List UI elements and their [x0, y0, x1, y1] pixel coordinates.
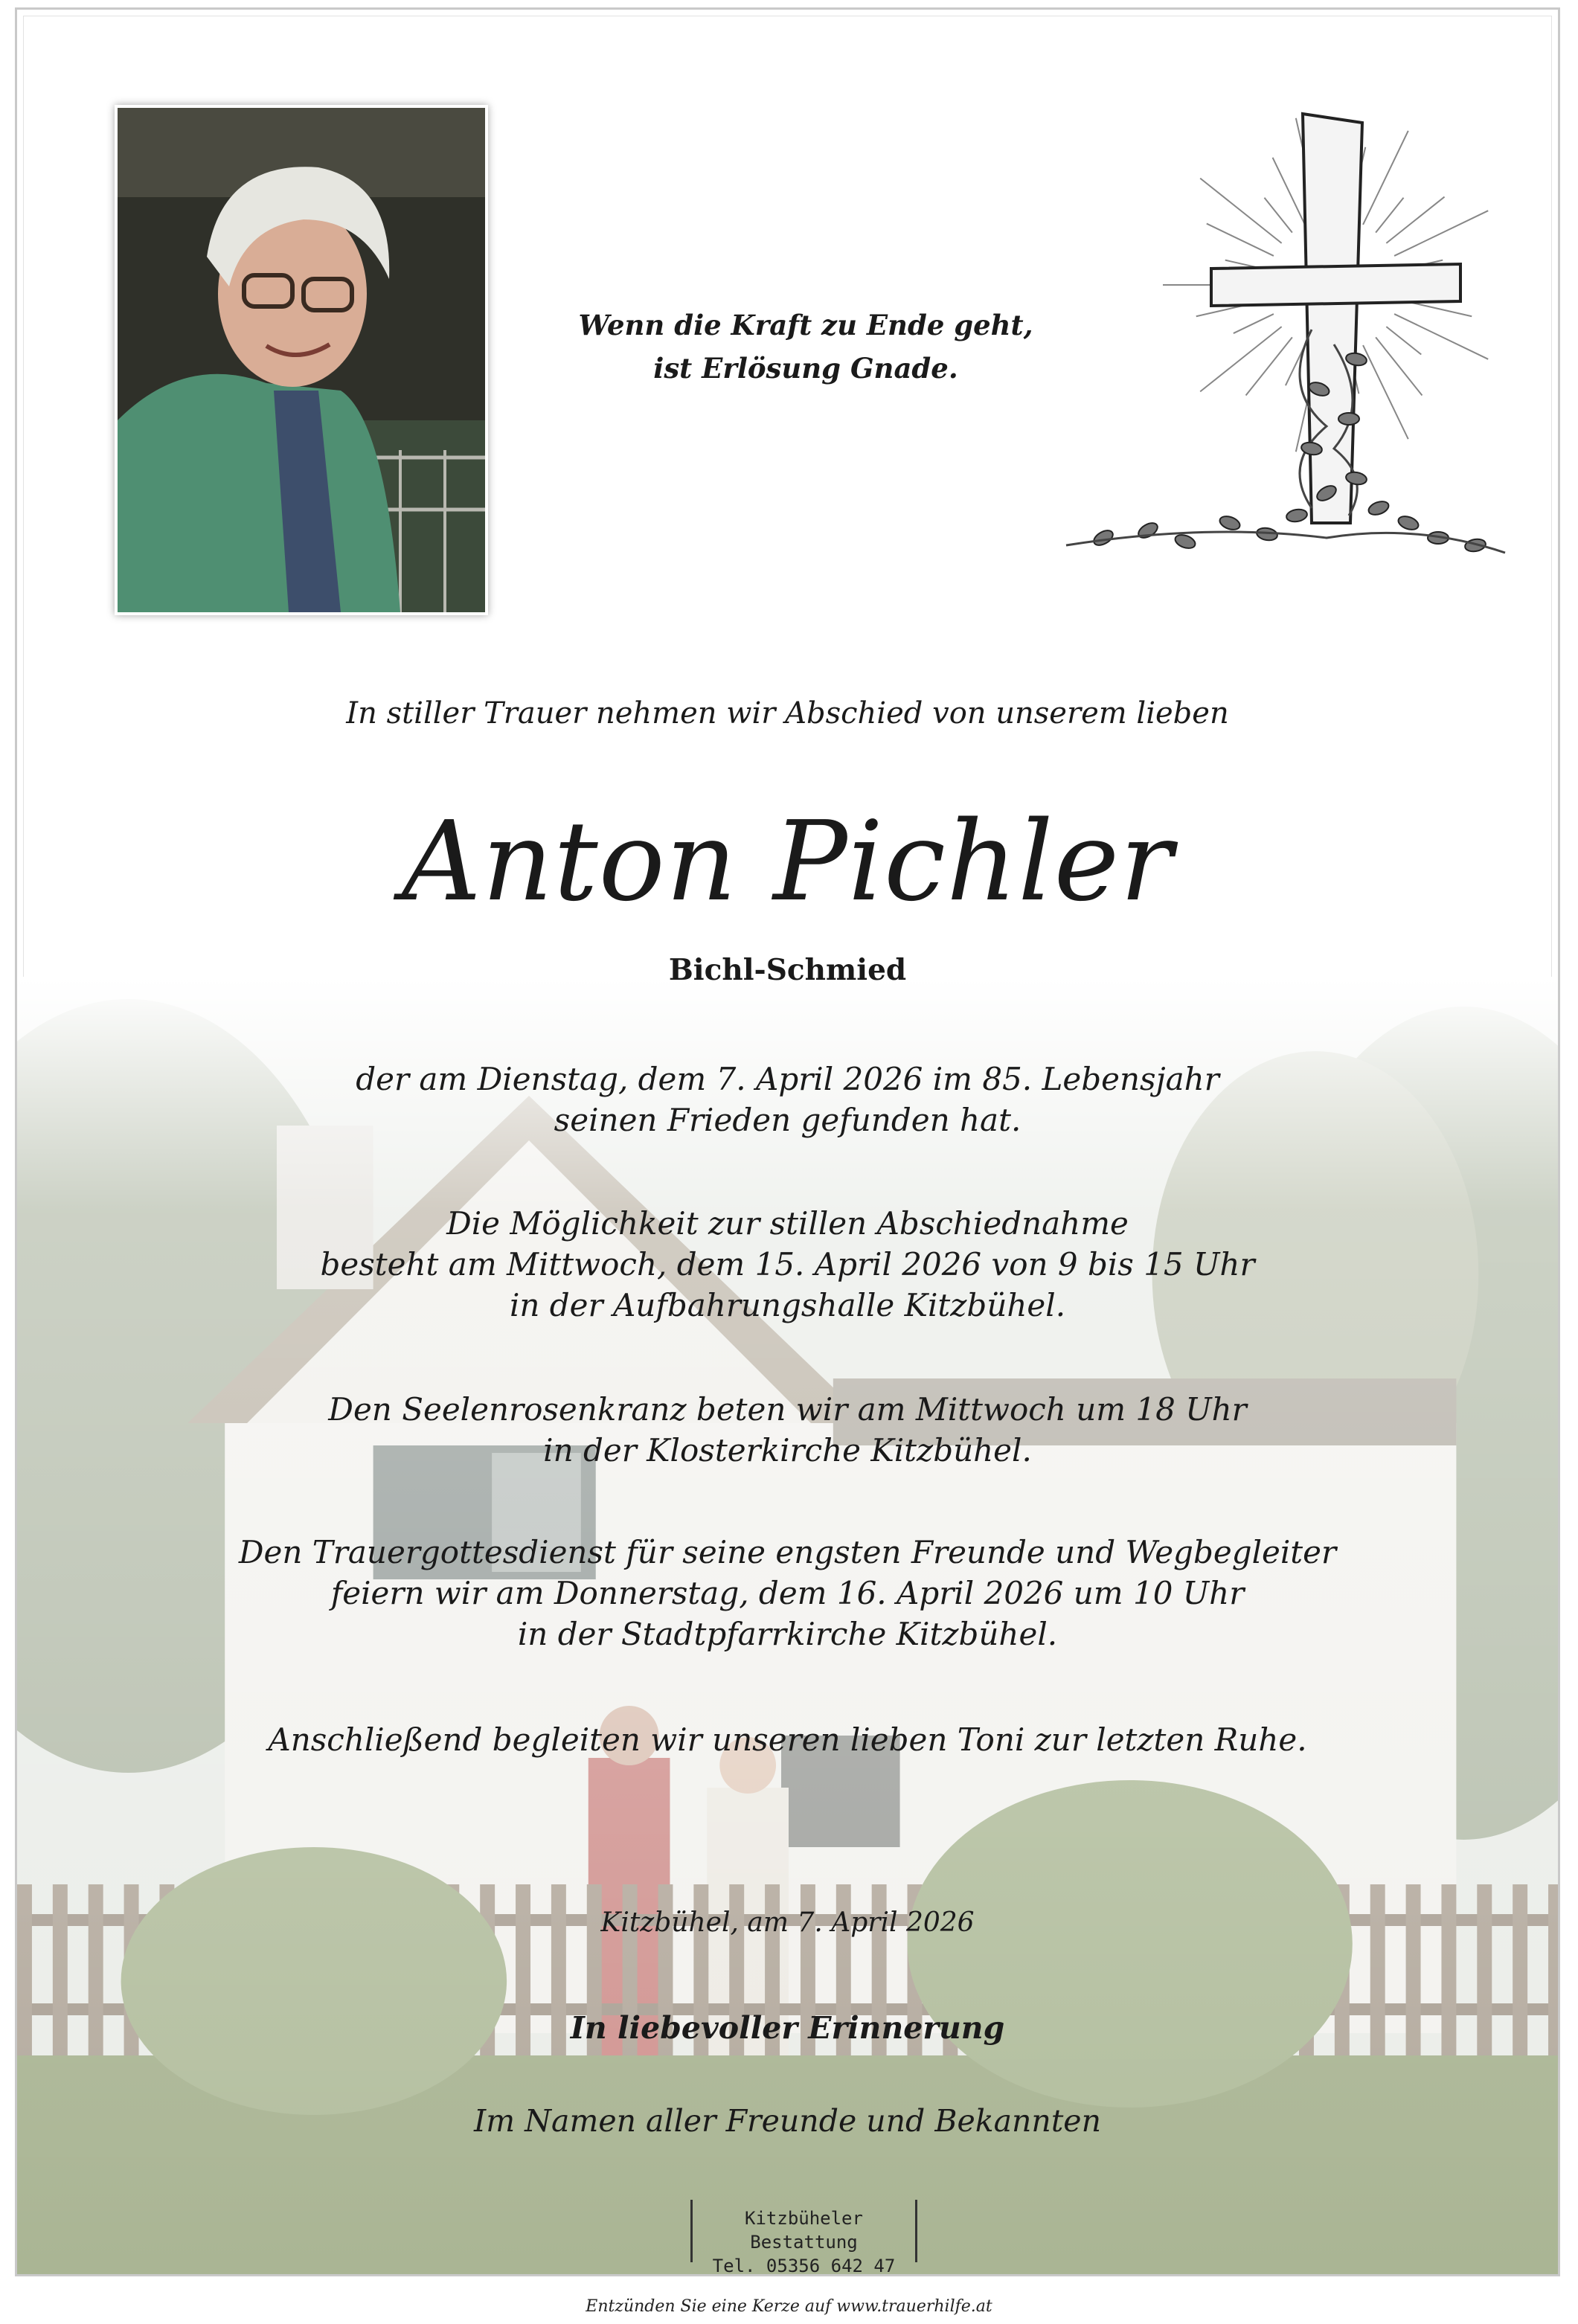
- paragraph-line: seinen Frieden gefunden hat.: [554, 1102, 1021, 1138]
- logo-phone: Tel. 05356 642 47: [712, 2256, 896, 2276]
- remembrance-line: In liebevoller Erinnerung: [570, 2010, 1005, 2046]
- paragraph-line: Den Seelenrosenkranz beten wir am Mittwoch um 18 Uhr: [328, 1391, 1247, 1428]
- intro-text: In stiller Trauer nehmen wir Abschied von unserem lieben: [346, 696, 1229, 731]
- portrait-photo: [115, 105, 488, 615]
- cross-illustration: [1059, 106, 1527, 620]
- paragraph-line: in der Aufbahrungshalle Kitzbühel.: [509, 1287, 1066, 1323]
- footer-candle-link[interactable]: Entzünden Sie eine Kerze auf www.trauerhilfe.at: [586, 2297, 992, 2316]
- paragraph-line: in der Stadtpfarrkirche Kitzbühel.: [517, 1616, 1058, 1652]
- paragraph-line: Die Möglichkeit zur stillen Abschiednahme: [446, 1205, 1129, 1242]
- place-date: Kitzbühel, am 7. April 2026: [600, 1907, 975, 1938]
- signature-line: Im Namen aller Freunde und Bekannten: [474, 2103, 1101, 2139]
- paragraph-service: [17, 1532, 1558, 1654]
- paragraph-line: der am Dienstag, dem 7. April 2026 im 85. Lebensjahr: [356, 1061, 1219, 1097]
- paragraph-burial: [17, 1719, 1558, 1760]
- quote-line-1: Wenn die Kraft zu Ende geht,: [578, 309, 1033, 341]
- paragraph-viewing: [17, 1203, 1558, 1326]
- funeral-home-logo: [690, 2200, 917, 2276]
- obituary-card: [15, 7, 1560, 2276]
- paragraph-line: besteht am Mittwoch, dem 15. April 2026 von 9 bis 15 Uhr: [320, 1246, 1255, 1283]
- paragraph-line: Anschließend begleiten wir unseren lieben Toni zur letzten Ruhe.: [268, 1721, 1307, 1758]
- deceased-nickname: Bichl-Schmied: [668, 953, 907, 987]
- paragraph-death: [17, 1059, 1558, 1140]
- quote: [530, 304, 1081, 390]
- paragraph-rosary: [17, 1389, 1558, 1471]
- deceased-name: Anton Pichler: [402, 797, 1173, 925]
- paragraph-line: in der Klosterkirche Kitzbühel.: [543, 1432, 1032, 1468]
- quote-line-2: ist Erlösung Gnade.: [653, 352, 958, 385]
- logo-name: Kitzbüheler Bestattung: [745, 2208, 863, 2253]
- paragraph-line: Den Trauergottesdienst für seine engsten Freunde und Wegbegleiter: [238, 1534, 1337, 1570]
- paragraph-line: feiern wir am Donnerstag, dem 16. April 2026 um 10 Uhr: [330, 1575, 1245, 1611]
